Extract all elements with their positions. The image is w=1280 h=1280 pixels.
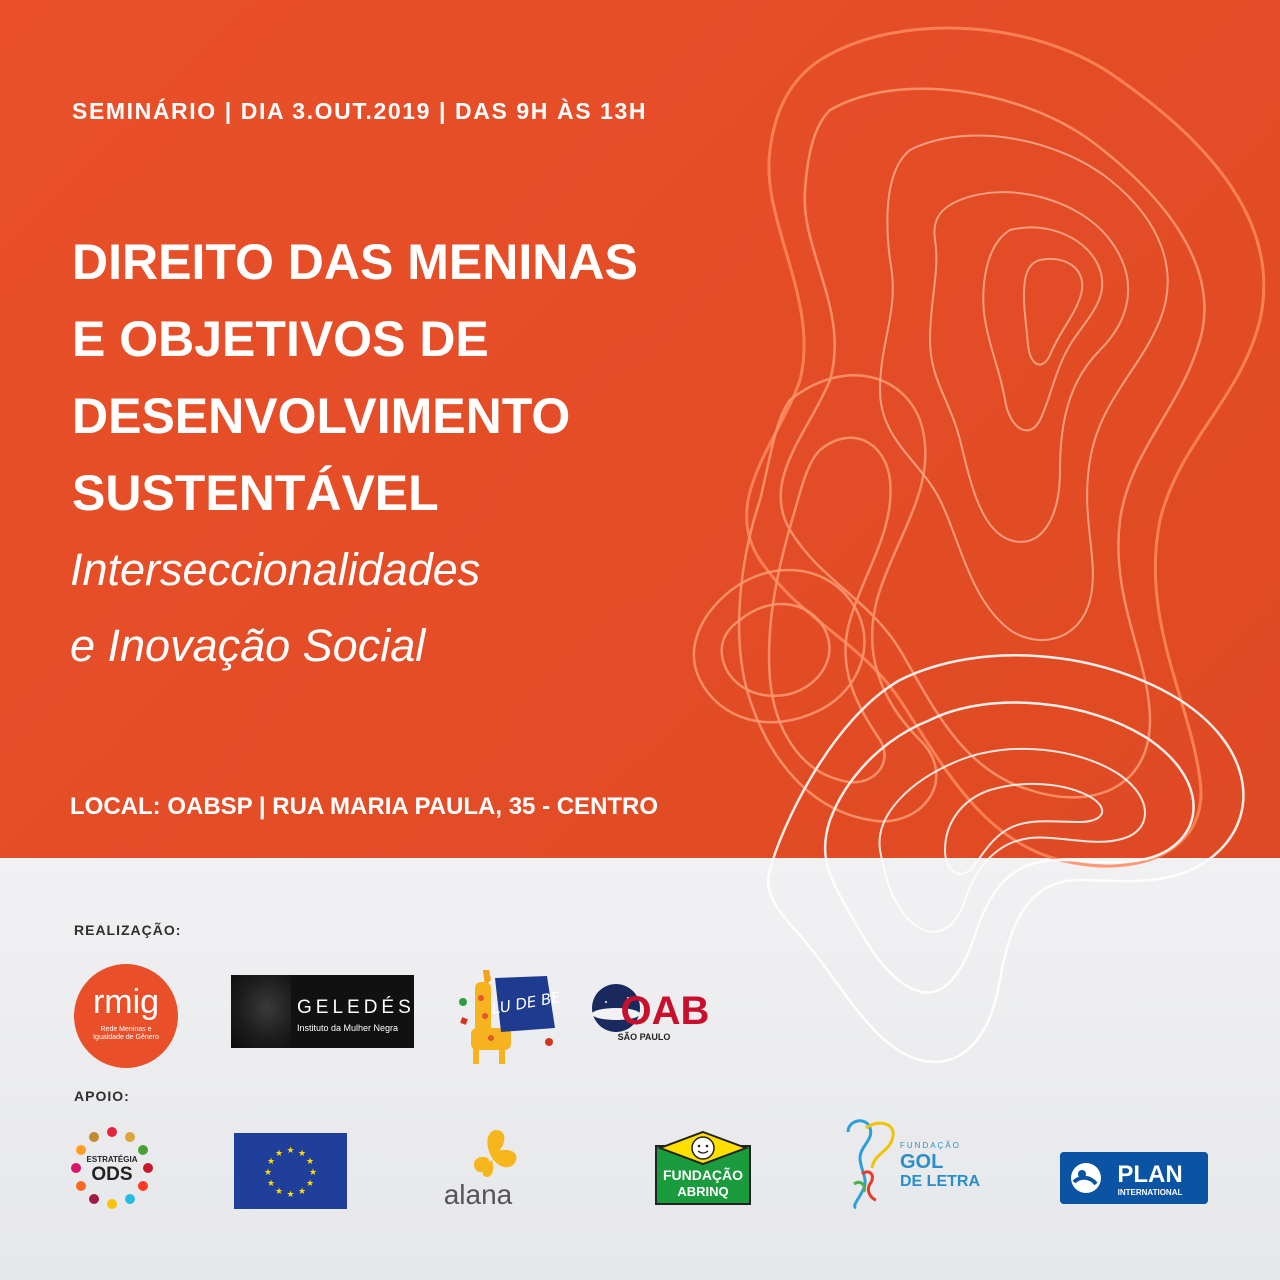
svg-text:★: ★ xyxy=(297,1149,307,1159)
rmig-logo-text: rmig xyxy=(92,983,160,1021)
oab-logo-subtitle: SÃO PAULO xyxy=(617,1032,671,1042)
ods-logo-line2: ODS xyxy=(91,1164,133,1185)
svg-text:★: ★ xyxy=(274,1149,284,1159)
geledes-logo-name: GELEDÉS xyxy=(297,997,415,1018)
ludebe-logo-text: LU DE BE xyxy=(490,988,563,1018)
title-line: E OBJETIVOS DE xyxy=(72,311,489,367)
alana-logo xyxy=(430,1124,530,1214)
rmig-logo-subtext: Rede Meninas e xyxy=(100,1026,152,1033)
abrinq-logo-line2: ABRINQ xyxy=(677,1184,729,1199)
event-date-line: SEMINÁRIO | DIA 3.OUT.2019 | DAS 9H ÀS 13H xyxy=(72,98,648,124)
title-line: DIREITO DAS MENINAS xyxy=(72,234,638,290)
subtitle-line: e Inovação Social xyxy=(70,620,426,671)
geledes-logo-subtitle: Instituto da Mulher Negra xyxy=(297,1023,399,1033)
rmig-logo-subtext: Igualdade de Gênero xyxy=(93,1034,159,1041)
title-line: SUSTENTÁVEL xyxy=(72,465,439,521)
ods-logo-line1: ESTRATÉGIA xyxy=(86,1155,138,1164)
apoio-label: APOIO: xyxy=(74,1088,130,1104)
subtitle-line: Interseccionalidades xyxy=(70,544,481,595)
abrinq-logo-line1: FUNDAÇÃO xyxy=(662,1167,744,1183)
alana-logo-text: alana xyxy=(443,1179,513,1210)
svg-text:★: ★ xyxy=(286,1190,295,1200)
svg-text:★: ★ xyxy=(266,1157,276,1167)
title-line: DESENVOLVIMENTO xyxy=(72,388,571,444)
svg-text:★: ★ xyxy=(305,1157,315,1167)
gol-de-letra-logo xyxy=(840,1114,980,1210)
geledes-logo xyxy=(231,975,414,1048)
gol-logo-line2: GOL xyxy=(900,1151,944,1173)
oab-logo xyxy=(588,984,710,1044)
gol-logo-line3: DE LETRA xyxy=(900,1173,980,1190)
plan-international-logo xyxy=(1060,1152,1208,1204)
svg-text:★: ★ xyxy=(263,1168,273,1178)
sponsors-area xyxy=(0,858,1280,1280)
realizacao-label: REALIZAÇÃO: xyxy=(74,922,182,938)
ludebe-logo xyxy=(455,958,563,1066)
svg-text:★: ★ xyxy=(305,1179,315,1189)
estrategia-ods-logo xyxy=(70,1126,154,1210)
eu-flag-icon xyxy=(234,1133,347,1209)
svg-text:★: ★ xyxy=(266,1179,276,1189)
event-venue: LOCAL: OABSP | RUA MARIA PAULA, 35 - CENTRO xyxy=(70,793,659,820)
event-subtitle xyxy=(70,532,480,684)
plan-logo-line1: PLAN xyxy=(1117,1161,1183,1188)
svg-text:★: ★ xyxy=(297,1187,307,1197)
svg-text:★: ★ xyxy=(308,1168,318,1178)
fundacao-abrinq-logo xyxy=(648,1128,758,1208)
plan-logo-line2: INTERNATIONAL xyxy=(1117,1188,1183,1197)
rmig-logo xyxy=(74,964,178,1068)
portrait-image xyxy=(231,975,291,1048)
svg-text:★: ★ xyxy=(274,1187,284,1197)
svg-text:★: ★ xyxy=(286,1146,295,1156)
event-title xyxy=(72,224,772,532)
gol-logo-line1: FUNDAÇÃO xyxy=(900,1141,961,1150)
oab-logo-letters: OAB xyxy=(620,989,710,1033)
